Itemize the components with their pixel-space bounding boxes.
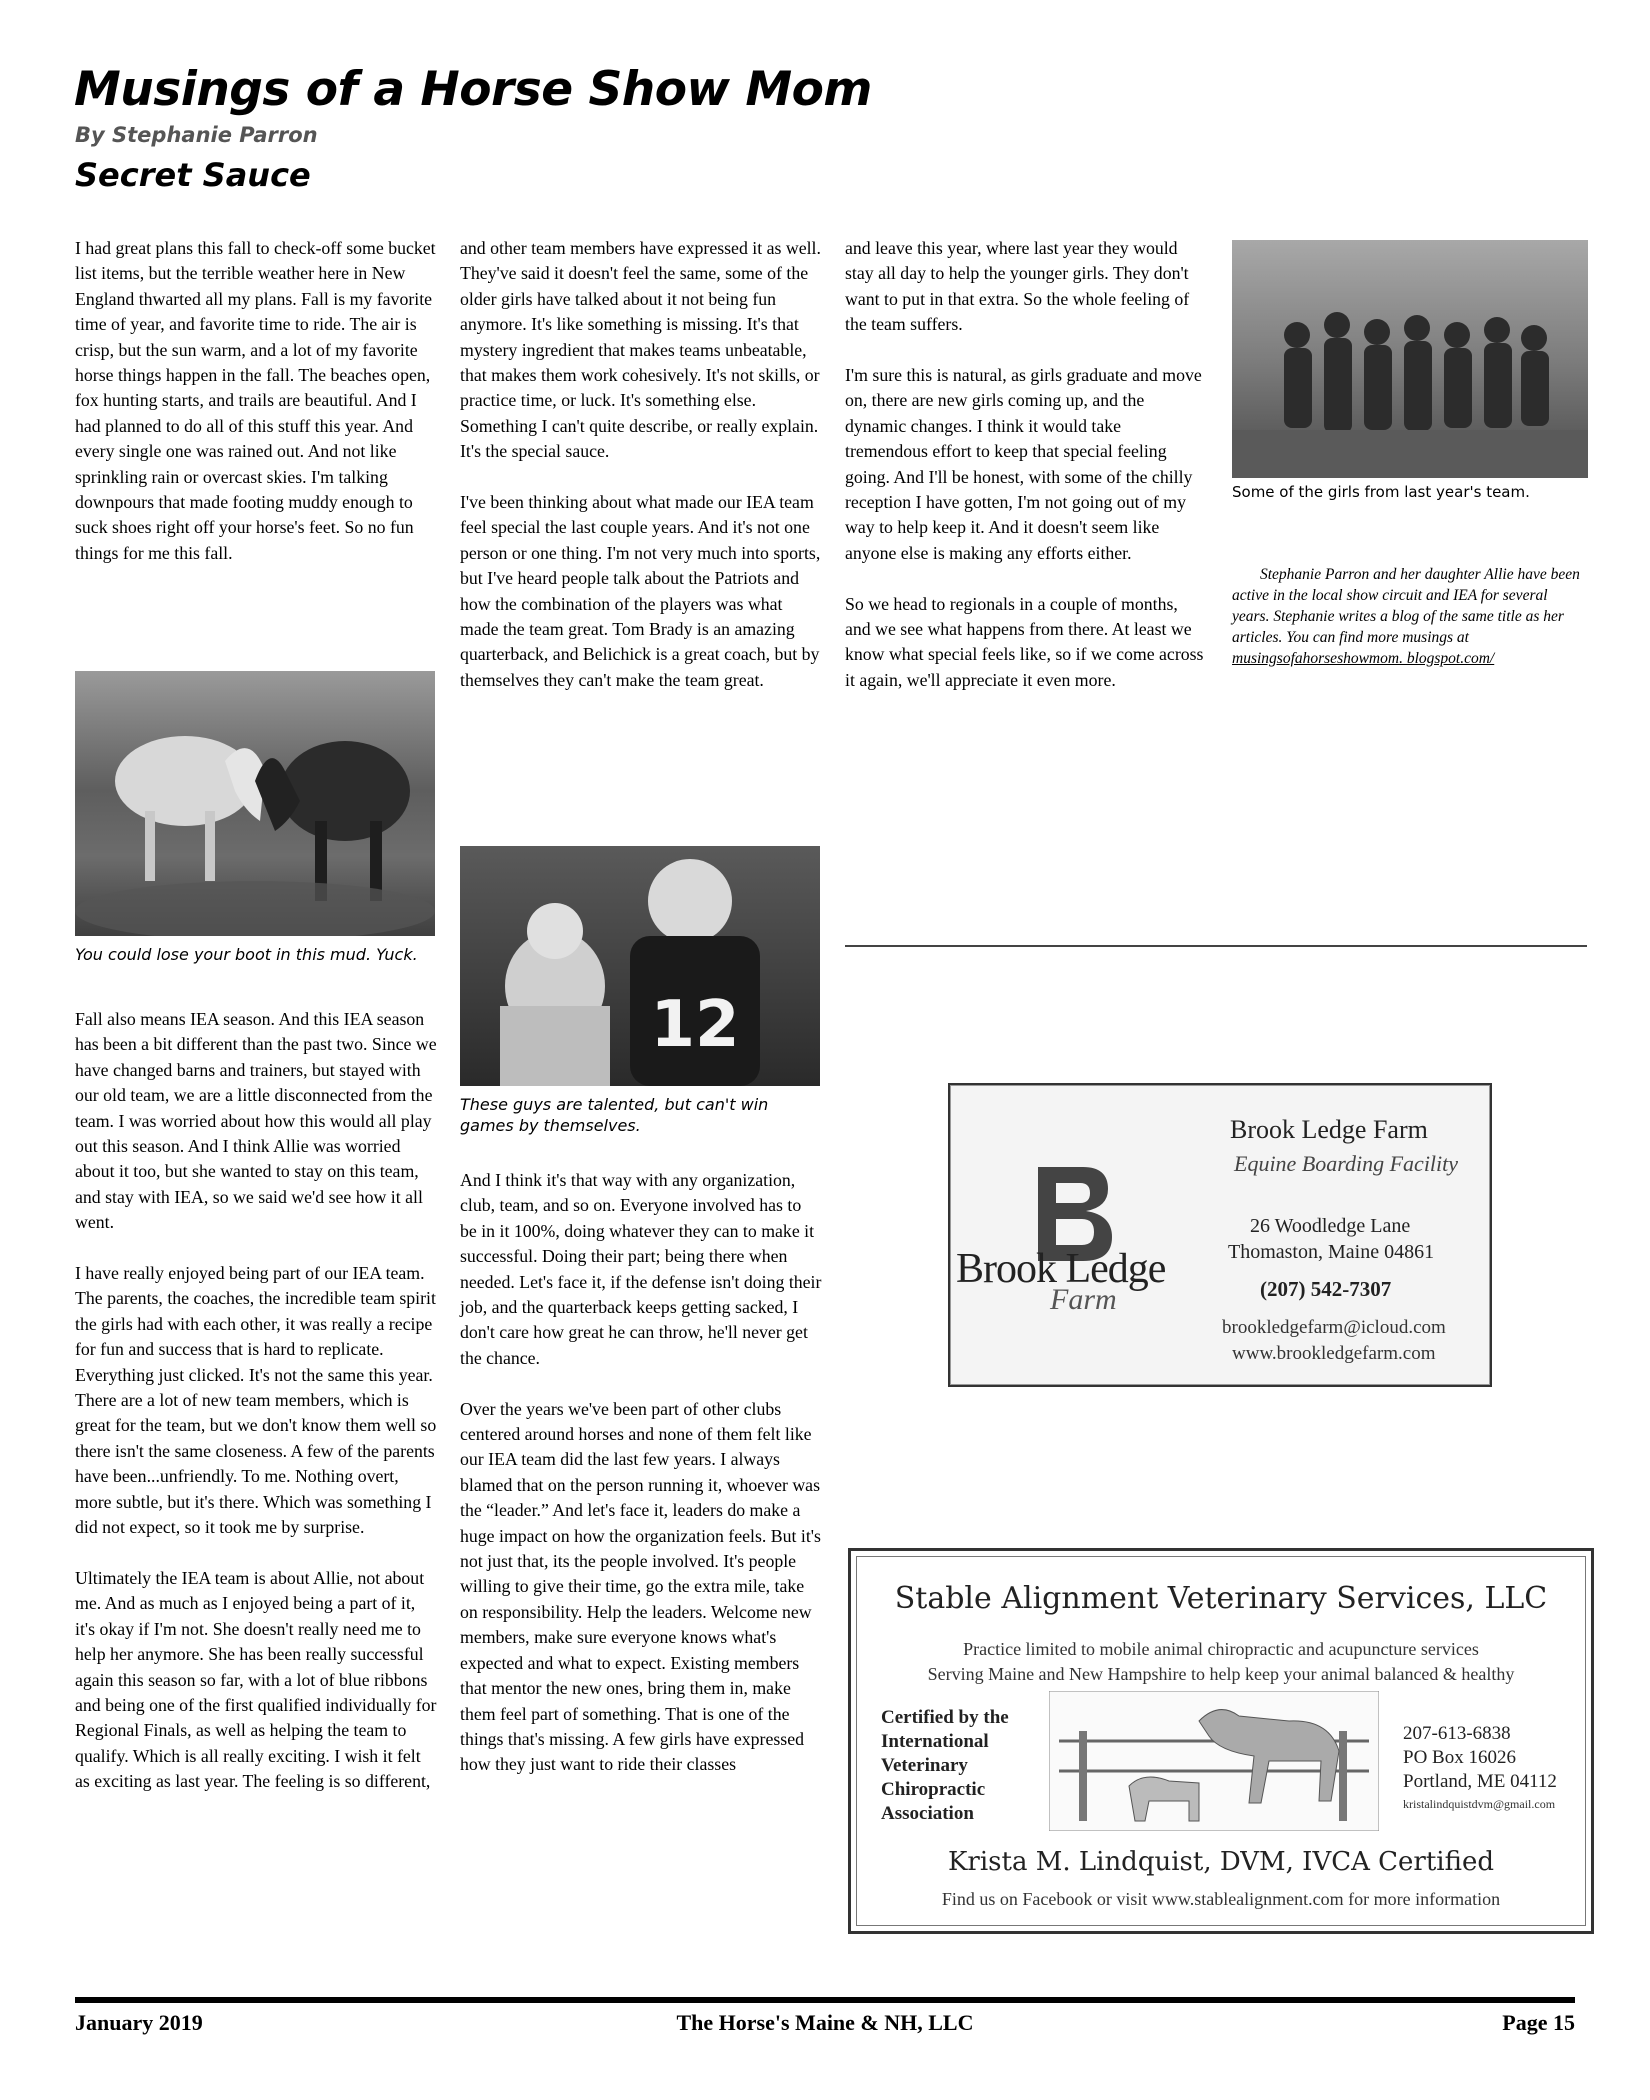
- brook-ledge-email[interactable]: brookledgefarm@icloud.com: [1222, 1317, 1446, 1338]
- brook-ledge-farm-ad[interactable]: [948, 1083, 1492, 1387]
- horse-and-dog-fence-drawing: [1049, 1691, 1379, 1831]
- brook-ledge-phone: (207) 542-7307: [1260, 1277, 1392, 1301]
- paragraph: Fall also means IEA season. And this IEA season has been a bit different than the past two. Since we have changed barns and trainers, but stayed with our old team, we are a little disconnected from the team. I was worried about how this would all play out this season. And I think Allie was worried about it too, but she wanted to stay on this team, and stay with IEA, so we said we'd see how it all went.: [75, 1009, 437, 1233]
- stable-alignment-ad[interactable]: [848, 1548, 1594, 1934]
- paragraph: I'm sure this is natural, as girls graduate and move on, there are new girls coming up, and the dynamic changes. I think it would take tremendous effort to keep that special feeling going. And I'll be honest, with some of the chilly reception I have gotten, I'm not going out of my way to help keep it. And it doesn't seem like anyone else is making any efforts either.: [845, 365, 1202, 563]
- paragraph: Over the years we've been part of other clubs centered around horses and none of them felt like our IEA team did the last few years. I always blamed that on the person running it, whoever was the “leader.” And let's face it, leaders do make a huge impact on how the organization feels. But it's not just that, its the people involved. It's people willing to give their time, go the extra mile, take on responsibility. Help the leaders. Welcome new members, make sure everyone knows what's expected and what to expect. Existing members that mentor the new ones, bring them in, make them feel part of something. That is one of the things that's missing. A few girls have expressed how they just want to ride their classes: [460, 1398, 821, 1775]
- section-divider: [845, 945, 1587, 947]
- footer-date: January 2019: [75, 2010, 203, 2035]
- brook-ledge-address-2: Thomaston, Maine 04861: [1228, 1241, 1435, 1263]
- paragraph: And I think it's that way with any organization, club, team, and so on. Everyone involved has to be in it 100%, doing whatever they can to make it successful. Doing their part; being there when needed. Let's face it, if the defense isn't doing their job, and the quarterback keeps getting sacked, I don't care how great he can throw, he'll never get the chance.: [460, 1170, 822, 1368]
- patriots-photo: [460, 846, 820, 1086]
- patriots-illustration: [460, 846, 820, 1086]
- stable-alignment-email[interactable]: kristalindquistdvm@gmail.com: [1403, 1797, 1556, 1811]
- team-photo-caption: Some of the girls from last year's team.: [1232, 483, 1530, 501]
- stable-alignment-phone: 207-613-6838: [1403, 1723, 1511, 1744]
- column-2-bottom: [460, 1168, 822, 1778]
- paragraph: and other team members have expressed it as well. They've said it doesn't feel the same, some of the older girls have talked about it not being fun anymore. It's like something is missing. It's that mystery ingredient that makes teams unbeatable, that makes them work cohesively. It's not skills, or practice time, or luck. It's something else. Something I can't quite describe, or really explain. It's the special sauce.: [460, 238, 821, 462]
- footer-page-number: Page 15: [1502, 2010, 1575, 2035]
- brook-ledge-tagline: Equine Boarding Facility: [1234, 1151, 1459, 1176]
- article-subtitle: Secret Sauce: [75, 156, 311, 194]
- footer-rule: [75, 1997, 1575, 2003]
- team-photo: [1232, 240, 1588, 478]
- stable-alignment-footer[interactable]: Find us on Facebook or visit www.stablealignment.com for more information: [941, 1889, 1501, 1909]
- stable-alignment-line-2: Serving Maine and New Hampshire to help keep your animal balanced & healthy: [927, 1664, 1515, 1684]
- paragraph: So we head to regionals in a couple of months, and we see what happens from there. At least we know what special feels like, so if we come across it again, we'll appreciate it even more.: [845, 593, 1204, 690]
- patriots-photo-caption: These guys are talented, but can't win games by themselves.: [460, 1095, 769, 1135]
- paragraph: I've been thinking about what made our IEA team feel special the last couple years. And it's not one person or one thing. I'm not very much into sports, but I've heard people talk about the Patriots and how the combination of the players was what made the team great. Tom Brady is an amazing quarterback, and Belichick is a great coach, but by themselves they can't make the team great.: [460, 492, 821, 690]
- paragraph: and leave this year, where last year they would stay all day to help the younger girls. They don't want to put in that extra. So the whole feeling of the team suffers.: [845, 238, 1190, 335]
- team-illustration: [1232, 240, 1588, 478]
- column-1-top: [75, 236, 437, 566]
- column-3: [845, 236, 1207, 693]
- brook-ledge-logo-script: Farm: [1050, 1283, 1117, 1316]
- brook-ledge-website[interactable]: www.brookledgefarm.com: [1232, 1343, 1436, 1364]
- certification-text: Certified by the International Veterinary Chiropractic Association: [881, 1707, 1009, 1824]
- paragraph: I have really enjoyed being part of our IEA team. The parents, the coaches, the incredible team spirit the girls had with each other, it was really a recipe for fun and success that is hard to replicate. Everything just clicked. It's not the same this year. There are a lot of new team members, which is great for the team, but we don't know them well so there isn't the same closeness. A few of the parents have been...unfriendly. To me. Nothing overt, more subtle, but it's there. Which was something I did not expect, so it took me by surprise.: [75, 1263, 437, 1538]
- column-1-bottom: [75, 1007, 437, 1795]
- stable-alignment-doctor: Krista M. Lindquist, DVM, IVCA Certified: [947, 1847, 1494, 1877]
- horses-in-mud-photo: [75, 671, 435, 936]
- stable-alignment-po-box: PO Box 16026: [1403, 1747, 1516, 1768]
- author-bio: [1232, 564, 1588, 669]
- jersey-number: 12: [650, 988, 740, 1062]
- stable-alignment-city: Portland, ME 04112: [1403, 1771, 1557, 1792]
- column-2-top: [460, 236, 822, 693]
- stable-alignment-line-1: Practice limited to mobile animal chiropractic and acupuncture services: [963, 1639, 1479, 1659]
- byline: By Stephanie Parron: [75, 123, 318, 147]
- footer-publication: The Horse's Maine & NH, LLC: [676, 2010, 974, 2035]
- author-bio-text: Stephanie Parron and her daughter Allie have been active in the local show circuit and IEA for several years. Stephanie writes a blog of the same title as her articles. You can find more musings at: [1232, 566, 1580, 646]
- paragraph: Ultimately the IEA team is about Allie, not about me. And as much as I enjoyed being a part of it, it's okay if I'm not. She doesn't really need me to help her anymore. She has been really successful again this season so far, with a lot of blue ribbons and being one of the first qualified individually for Regional Finals, as well as helping the team to qualify. Which is all really exciting. I wish it felt as exciting as last year. The feeling is so different,: [75, 1567, 437, 1792]
- horses-photo-caption: You could lose your boot in this mud. Yuck.: [75, 945, 418, 964]
- brook-ledge-name: Brook Ledge Farm: [1230, 1115, 1428, 1144]
- article-title: Musings of a Horse Show Mom: [74, 62, 872, 117]
- horses-illustration: [75, 671, 435, 936]
- brook-ledge-address-1: 26 Woodledge Lane: [1250, 1215, 1411, 1237]
- blog-link[interactable]: musingsofahorseshowmom. blogspot.com/: [1232, 650, 1495, 667]
- paragraph: I had great plans this fall to check-off some bucket list items, but the terrible weather here in New England thwarted all my plans. Fall is my favorite time of year, and favorite time to ride. The air is crisp, but the sun warm, and a lot of my favorite horse things happen in the fall. The beaches open, fox hunting starts, and trails are beautiful. And I had planned to do all of this stuff this year. And every single one was rained out. And not like sprinkling rain or overcast skies. I'm talking downpours that made footing muddy enough to suck shoes right off your horse's feet. So no fun things for me this fall.: [75, 238, 436, 563]
- stable-alignment-title: Stable Alignment Veterinary Services, LLC: [894, 1581, 1548, 1616]
- brook-ledge-logo-text: Brook Ledge: [956, 1246, 1166, 1292]
